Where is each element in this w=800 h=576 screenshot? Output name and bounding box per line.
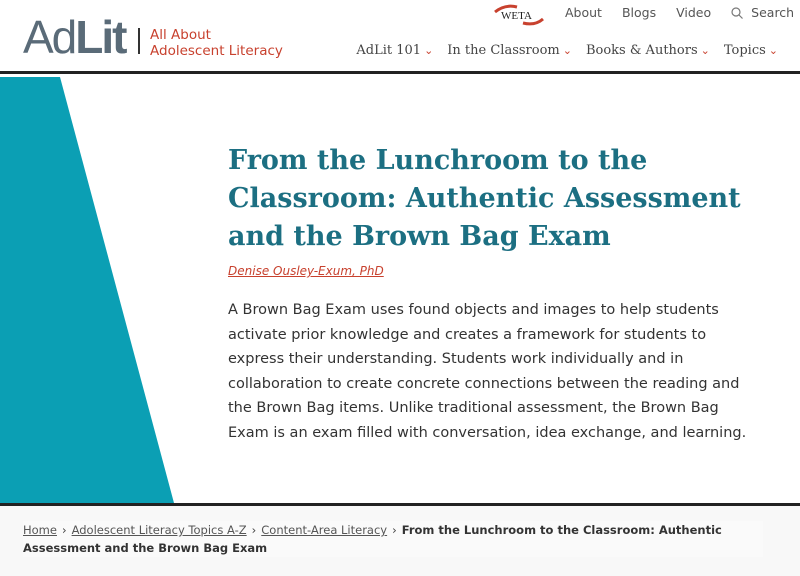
nav-label: In the Classroom <box>447 43 560 58</box>
logo-text-light: Ad <box>23 11 76 63</box>
nav-topics[interactable] <box>724 43 778 58</box>
tagline <box>150 27 283 59</box>
tagline-line1: All About <box>150 27 211 43</box>
chevron-down-icon: ⌄ <box>562 44 572 57</box>
weta-logo[interactable] <box>493 4 545 26</box>
breadcrumb-home[interactable]: Home <box>23 523 57 537</box>
video-link[interactable]: Video <box>676 5 712 20</box>
breadcrumb-current: From the Lunchroom to the Classroom: Authentic Assessment and the Brown Bag Exam <box>23 523 722 555</box>
chevron-right-icon: › <box>392 523 397 537</box>
article-summary: A Brown Bag Exam uses found objects and images to help students activate prior knowledge and creates a framework for students to express their understanding. Students work individually and in collaboration to create concrete connections between the reading and the Brown Bag items. Unlike traditional assessment, the Brown Bag Exam is an exam filled with conversation, idea exchange, and learning. <box>228 302 747 441</box>
logo-divider <box>138 28 140 54</box>
site-header <box>0 0 800 74</box>
nav-in-the-classroom[interactable] <box>447 43 572 58</box>
search-label: Search <box>751 5 795 20</box>
nav-label: Topics <box>723 43 766 58</box>
adlit-logo[interactable] <box>23 11 126 63</box>
logo-text-bold: Lit <box>75 11 126 63</box>
chevron-right-icon: › <box>61 523 67 537</box>
tagline-line2: Adolescent Literacy <box>150 43 283 59</box>
nav-label: AdLit 101 <box>356 43 422 58</box>
about-link[interactable]: About <box>565 5 602 20</box>
search-icon <box>731 7 743 19</box>
chevron-right-icon: › <box>251 523 257 537</box>
chevron-down-icon: ⌄ <box>768 44 778 57</box>
breadcrumb-content-area-literacy[interactable]: Content-Area Literacy <box>261 523 388 537</box>
nav-label: Books & Authors <box>585 43 698 58</box>
main-nav <box>356 43 778 58</box>
breadcrumb-topics-a-z[interactable]: Adolescent Literacy Topics A-Z <box>71 523 247 537</box>
chevron-down-icon: ⌄ <box>700 44 710 57</box>
chevron-down-icon: ⌄ <box>424 44 434 57</box>
nav-books-authors[interactable] <box>586 43 710 58</box>
weta-text: WETA <box>501 10 532 22</box>
blogs-link[interactable]: Blogs <box>621 5 657 20</box>
nav-adlit-101[interactable] <box>356 43 433 58</box>
search-button[interactable] <box>731 5 794 20</box>
breadcrumb <box>23 521 763 557</box>
page-title: From the Lunchroom to the Classroom: Authentic Assessment and the Brown Bag Exam <box>228 145 741 252</box>
author-link[interactable]: Denise Ousley-Exum, PhD <box>228 264 384 278</box>
utility-nav <box>565 5 794 20</box>
